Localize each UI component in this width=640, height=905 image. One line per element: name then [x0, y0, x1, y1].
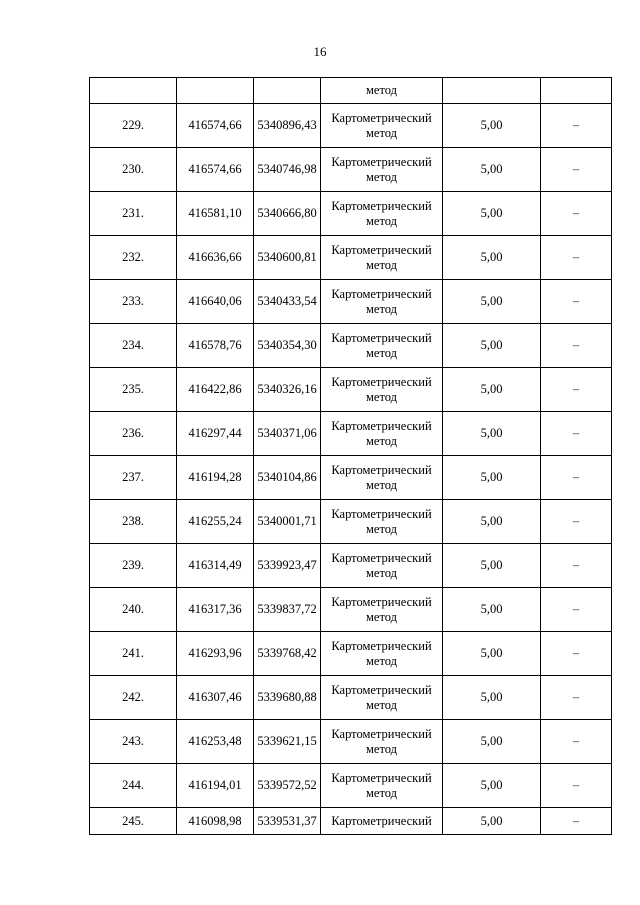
cell-note: –	[541, 280, 612, 324]
cell-accuracy: 5,00	[443, 280, 541, 324]
table-row	[90, 456, 612, 500]
cell-note: –	[541, 104, 612, 148]
table-row	[90, 544, 612, 588]
cell-note: –	[541, 500, 612, 544]
method-line-2: метод	[365, 125, 397, 140]
method-line-1: Картометрический	[331, 726, 432, 741]
cell-x: 416574,66	[177, 104, 254, 148]
cell-x: 416317,36	[177, 588, 254, 632]
method-line-2: метод	[365, 565, 397, 580]
cell-y: 5339572,52	[254, 764, 321, 808]
table-row	[90, 632, 612, 676]
method-line-2: метод	[365, 433, 397, 448]
cell-y: 5340354,30	[254, 324, 321, 368]
cell-number: 242.	[90, 676, 177, 720]
cell-x: 416255,24	[177, 500, 254, 544]
cell-number: 232.	[90, 236, 177, 280]
cell-note: –	[541, 720, 612, 764]
cell-method	[321, 368, 443, 412]
cell-note: –	[541, 456, 612, 500]
cell-x: 416640,06	[177, 280, 254, 324]
cell-y: 5340896,43	[254, 104, 321, 148]
cell-accuracy: 5,00	[443, 588, 541, 632]
method-line-2: метод	[365, 477, 397, 492]
table-row	[90, 764, 612, 808]
cell-number: 237.	[90, 456, 177, 500]
method-line-2: метод	[365, 653, 397, 668]
cell-accuracy	[443, 78, 541, 104]
cell-x: 416307,46	[177, 676, 254, 720]
method-line-2: метод	[365, 785, 397, 800]
cell-x: 416578,76	[177, 324, 254, 368]
cell-accuracy: 5,00	[443, 148, 541, 192]
cell-method	[321, 412, 443, 456]
cell-y: 5340666,80	[254, 192, 321, 236]
cell-number: 238.	[90, 500, 177, 544]
method-line-1: Картометрический	[331, 638, 432, 653]
cell-y: 5340104,86	[254, 456, 321, 500]
cell-method	[321, 456, 443, 500]
cell-method	[321, 676, 443, 720]
cell-number: 245.	[90, 808, 177, 835]
cell-x: 416293,96	[177, 632, 254, 676]
cell-accuracy: 5,00	[443, 632, 541, 676]
cell-accuracy: 5,00	[443, 236, 541, 280]
method-line-1: Картометрический	[331, 154, 432, 169]
method-line-2: метод	[365, 169, 397, 184]
table-row	[90, 368, 612, 412]
cell-number: 235.	[90, 368, 177, 412]
method-line-1: Картометрический	[331, 682, 432, 697]
cell-note: –	[541, 764, 612, 808]
table-row	[90, 808, 612, 835]
table-row	[90, 236, 612, 280]
table-row	[90, 720, 612, 764]
method-line-1: Картометрический	[331, 374, 432, 389]
method-line-1: Картометрический	[331, 813, 432, 828]
cell-accuracy: 5,00	[443, 368, 541, 412]
table-row	[90, 280, 612, 324]
table-row	[90, 148, 612, 192]
cell-x: 416574,66	[177, 148, 254, 192]
cell-method	[321, 808, 443, 835]
cell-number: 229.	[90, 104, 177, 148]
method-line-1: Картометрический	[331, 550, 432, 565]
cell-note: –	[541, 632, 612, 676]
cell-y: 5340326,16	[254, 368, 321, 412]
cell-y: 5339621,15	[254, 720, 321, 764]
cell-x: 416314,49	[177, 544, 254, 588]
cell-accuracy: 5,00	[443, 764, 541, 808]
cell-accuracy: 5,00	[443, 500, 541, 544]
cell-number	[90, 78, 177, 104]
cell-x: 416194,01	[177, 764, 254, 808]
cell-accuracy: 5,00	[443, 104, 541, 148]
cell-accuracy: 5,00	[443, 676, 541, 720]
cell-x: 416581,10	[177, 192, 254, 236]
table-row	[90, 104, 612, 148]
method-line-2: метод	[365, 257, 397, 272]
table-row-continuation	[90, 78, 612, 104]
table-row	[90, 676, 612, 720]
table-row	[90, 192, 612, 236]
cell-method	[321, 720, 443, 764]
cell-note: –	[541, 412, 612, 456]
cell-x: 416422,86	[177, 368, 254, 412]
cell-x: 416297,44	[177, 412, 254, 456]
cell-y: 5339531,37	[254, 808, 321, 835]
cell-number: 234.	[90, 324, 177, 368]
cell-note: –	[541, 148, 612, 192]
cell-x	[177, 78, 254, 104]
cell-y: 5339680,88	[254, 676, 321, 720]
cell-accuracy: 5,00	[443, 808, 541, 835]
cell-y: 5340371,06	[254, 412, 321, 456]
table-row	[90, 324, 612, 368]
cell-note: –	[541, 544, 612, 588]
cell-method	[321, 632, 443, 676]
cell-method	[321, 588, 443, 632]
method-line-2: метод	[365, 609, 397, 624]
cell-note: –	[541, 808, 612, 835]
method-line-1: Картометрический	[331, 110, 432, 125]
table-row	[90, 588, 612, 632]
cell-y: 5339923,47	[254, 544, 321, 588]
cell-number: 236.	[90, 412, 177, 456]
cell-y: 5340600,81	[254, 236, 321, 280]
cell-x: 416194,28	[177, 456, 254, 500]
method-line-1: Картометрический	[331, 506, 432, 521]
method-line-1: Картометрический	[331, 198, 432, 213]
cell-x: 416098,98	[177, 808, 254, 835]
method-line-2: метод	[365, 521, 397, 536]
cell-method	[321, 148, 443, 192]
cell-note: –	[541, 192, 612, 236]
cell-method	[321, 192, 443, 236]
cell-method	[321, 500, 443, 544]
cell-method	[321, 104, 443, 148]
cell-note: –	[541, 676, 612, 720]
cell-note: –	[541, 368, 612, 412]
page-number: 16	[313, 44, 327, 59]
cell-x: 416253,48	[177, 720, 254, 764]
cell-y: 5340001,71	[254, 500, 321, 544]
cell-number: 243.	[90, 720, 177, 764]
cell-method	[321, 324, 443, 368]
cell-method	[321, 544, 443, 588]
cell-note: –	[541, 588, 612, 632]
cell-note	[541, 78, 612, 104]
cell-number: 233.	[90, 280, 177, 324]
cell-note: –	[541, 324, 612, 368]
table-row	[90, 500, 612, 544]
cell-y: 5340746,98	[254, 148, 321, 192]
coordinates-table	[89, 77, 612, 835]
cell-method	[321, 236, 443, 280]
cell-accuracy: 5,00	[443, 456, 541, 500]
cell-accuracy: 5,00	[443, 544, 541, 588]
method-line-1: Картометрический	[331, 770, 432, 785]
cell-number: 240.	[90, 588, 177, 632]
cell-note: –	[541, 236, 612, 280]
cell-y: 5340433,54	[254, 280, 321, 324]
method-line-1: Картометрический	[331, 286, 432, 301]
method-line-2: метод	[365, 301, 397, 316]
cell-method	[321, 280, 443, 324]
cell-accuracy: 5,00	[443, 412, 541, 456]
method-line-2: метод	[365, 741, 397, 756]
cell-accuracy: 5,00	[443, 720, 541, 764]
method-line-2: метод	[365, 213, 397, 228]
cell-number: 230.	[90, 148, 177, 192]
cell-method: метод	[321, 78, 443, 104]
method-line-1: Картометрический	[331, 462, 432, 477]
cell-accuracy: 5,00	[443, 192, 541, 236]
method-line-2: метод	[365, 697, 397, 712]
coordinates-table-body	[90, 78, 612, 835]
table-row	[90, 412, 612, 456]
method-line-1: Картометрический	[331, 418, 432, 433]
cell-method	[321, 764, 443, 808]
cell-accuracy: 5,00	[443, 324, 541, 368]
cell-number: 231.	[90, 192, 177, 236]
cell-number: 244.	[90, 764, 177, 808]
cell-number: 239.	[90, 544, 177, 588]
method-line-1: Картометрический	[331, 330, 432, 345]
cell-y	[254, 78, 321, 104]
cell-x: 416636,66	[177, 236, 254, 280]
method-line-2: метод	[365, 389, 397, 404]
cell-number: 241.	[90, 632, 177, 676]
cell-y: 5339837,72	[254, 588, 321, 632]
method-line-1: Картометрический	[331, 242, 432, 257]
cell-y: 5339768,42	[254, 632, 321, 676]
method-line-2: метод	[365, 345, 397, 360]
method-line-1: Картометрический	[331, 594, 432, 609]
